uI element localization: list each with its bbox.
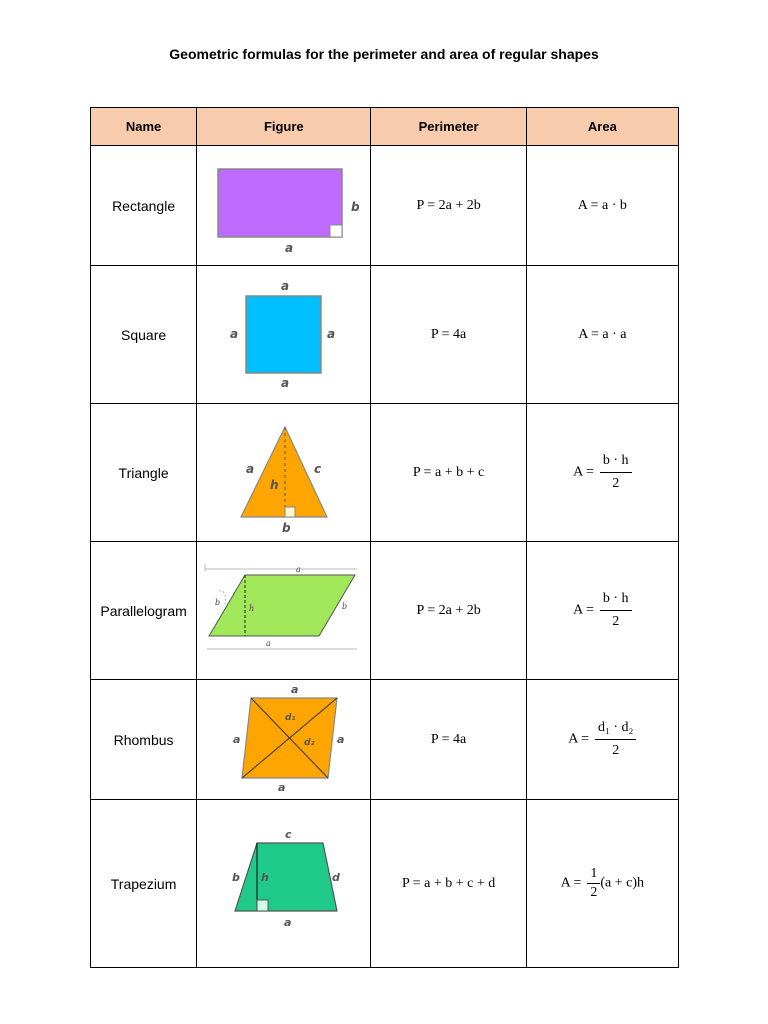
- rectangle-figure: [199, 151, 369, 261]
- label-b: b: [231, 870, 240, 884]
- cell-area-rectangle: A = a · b: [526, 146, 678, 266]
- formula-table: [90, 107, 679, 968]
- cell-figure-parallelogram: [197, 542, 371, 680]
- area-lhs: A =: [573, 464, 594, 480]
- trapezium-figure: [199, 829, 369, 939]
- cell-name-parallelogram: Parallelogram: [91, 542, 197, 680]
- trapezium-shape: [235, 843, 337, 911]
- cell-perimeter-trapezium: P = a + b + c + d: [371, 800, 526, 968]
- cell-figure-triangle: [197, 404, 371, 542]
- header-figure: Figure: [197, 108, 371, 146]
- label-a-bottom: a: [266, 638, 271, 648]
- square-shape: [246, 296, 321, 373]
- table-row-parallelogram: [91, 542, 679, 680]
- label-a-top: a: [280, 278, 289, 293]
- header-name: Name: [91, 108, 197, 146]
- cell-name-rectangle: Rectangle: [91, 146, 197, 266]
- cell-figure-rectangle: [197, 146, 371, 266]
- cell-name-triangle: Triangle: [91, 404, 197, 542]
- header-perimeter: Perimeter: [371, 108, 526, 146]
- cell-area-parallelogram: [526, 542, 678, 680]
- cell-figure-rhombus: [197, 680, 371, 800]
- label-a-top: a: [296, 564, 301, 574]
- label-a-right: a: [326, 326, 335, 341]
- label-b-left: b: [215, 597, 221, 607]
- fraction-denominator: 2: [590, 885, 598, 900]
- right-angle-marker: [257, 900, 268, 911]
- table-row-rectangle: [91, 146, 679, 266]
- table-row-rhombus: [91, 680, 679, 800]
- table-row-triangle: [91, 404, 679, 542]
- parallelogram-shape: [209, 575, 355, 636]
- fraction-denominator: 2: [612, 743, 620, 758]
- square-figure: [199, 275, 369, 395]
- fraction-numerator: d₁ · d₂: [595, 717, 636, 740]
- area-lhs: A =: [568, 731, 589, 747]
- area-fraction: [587, 865, 600, 902]
- cell-figure-square: [197, 266, 371, 404]
- fraction-numerator: b · h: [600, 450, 632, 473]
- header-area: Area: [526, 108, 678, 146]
- page-title: Geometric formulas for the perimeter and area of regular shapes: [169, 46, 599, 62]
- cell-name-trapezium: Trapezium: [91, 800, 197, 968]
- label-d1: d₁: [284, 712, 296, 723]
- area-fraction: [595, 717, 636, 762]
- label-c: c: [313, 461, 321, 476]
- fraction-numerator: 1: [587, 865, 600, 884]
- fraction-denominator: 2: [612, 476, 620, 491]
- cell-name-rhombus: Rhombus: [91, 680, 197, 800]
- label-b: b: [350, 199, 360, 214]
- label-a-bottom: a: [280, 375, 289, 390]
- area-fraction: [600, 588, 632, 633]
- cell-name-square: Square: [91, 266, 197, 404]
- fraction-numerator: b · h: [600, 588, 632, 611]
- cell-perimeter-parallelogram: P = 2a + 2b: [371, 542, 526, 680]
- label-b: b: [281, 520, 291, 533]
- right-angle-marker: [285, 507, 295, 517]
- cell-area-triangle: [526, 404, 678, 542]
- label-a-bottom: a: [277, 780, 286, 794]
- label-d2: d₂: [303, 737, 315, 748]
- cell-area-rhombus: [526, 680, 678, 800]
- label-a-left: a: [232, 732, 241, 746]
- cell-area-trapezium: [526, 800, 678, 968]
- cell-perimeter-square: P = 4a: [371, 266, 526, 404]
- label-a: a: [284, 240, 293, 255]
- cell-figure-trapezium: [197, 800, 371, 968]
- cell-perimeter-rectangle: P = 2a + 2b: [371, 146, 526, 266]
- table-row-square: [91, 266, 679, 404]
- area-lhs: A =: [560, 875, 582, 891]
- table-header-row: [91, 108, 679, 146]
- rectangle-shape: [218, 169, 342, 237]
- cell-perimeter-triangle: P = a + b + c: [371, 404, 526, 542]
- label-h: h: [249, 603, 255, 613]
- label-a-left: a: [229, 326, 238, 341]
- label-d: d: [331, 870, 340, 884]
- area-rhs: (a + c)h: [600, 875, 645, 891]
- rhombus-figure: [199, 684, 369, 796]
- label-a: a: [245, 461, 254, 476]
- label-a-right: a: [336, 732, 345, 746]
- parallelogram-figure: [197, 561, 371, 661]
- area-lhs: A =: [573, 602, 594, 618]
- fraction-denominator: 2: [612, 614, 620, 629]
- label-h: h: [269, 477, 279, 492]
- label-c: c: [284, 828, 292, 841]
- cell-perimeter-rhombus: P = 4a: [371, 680, 526, 800]
- triangle-figure: [199, 413, 369, 533]
- label-h: h: [260, 870, 269, 884]
- label-b-right: b: [342, 601, 348, 611]
- area-fraction: [600, 450, 632, 495]
- right-angle-marker: [330, 225, 342, 237]
- label-a: a: [283, 915, 292, 929]
- cell-area-square: A = a · a: [526, 266, 678, 404]
- table-row-trapezium: [91, 800, 679, 968]
- label-a-top: a: [290, 683, 299, 696]
